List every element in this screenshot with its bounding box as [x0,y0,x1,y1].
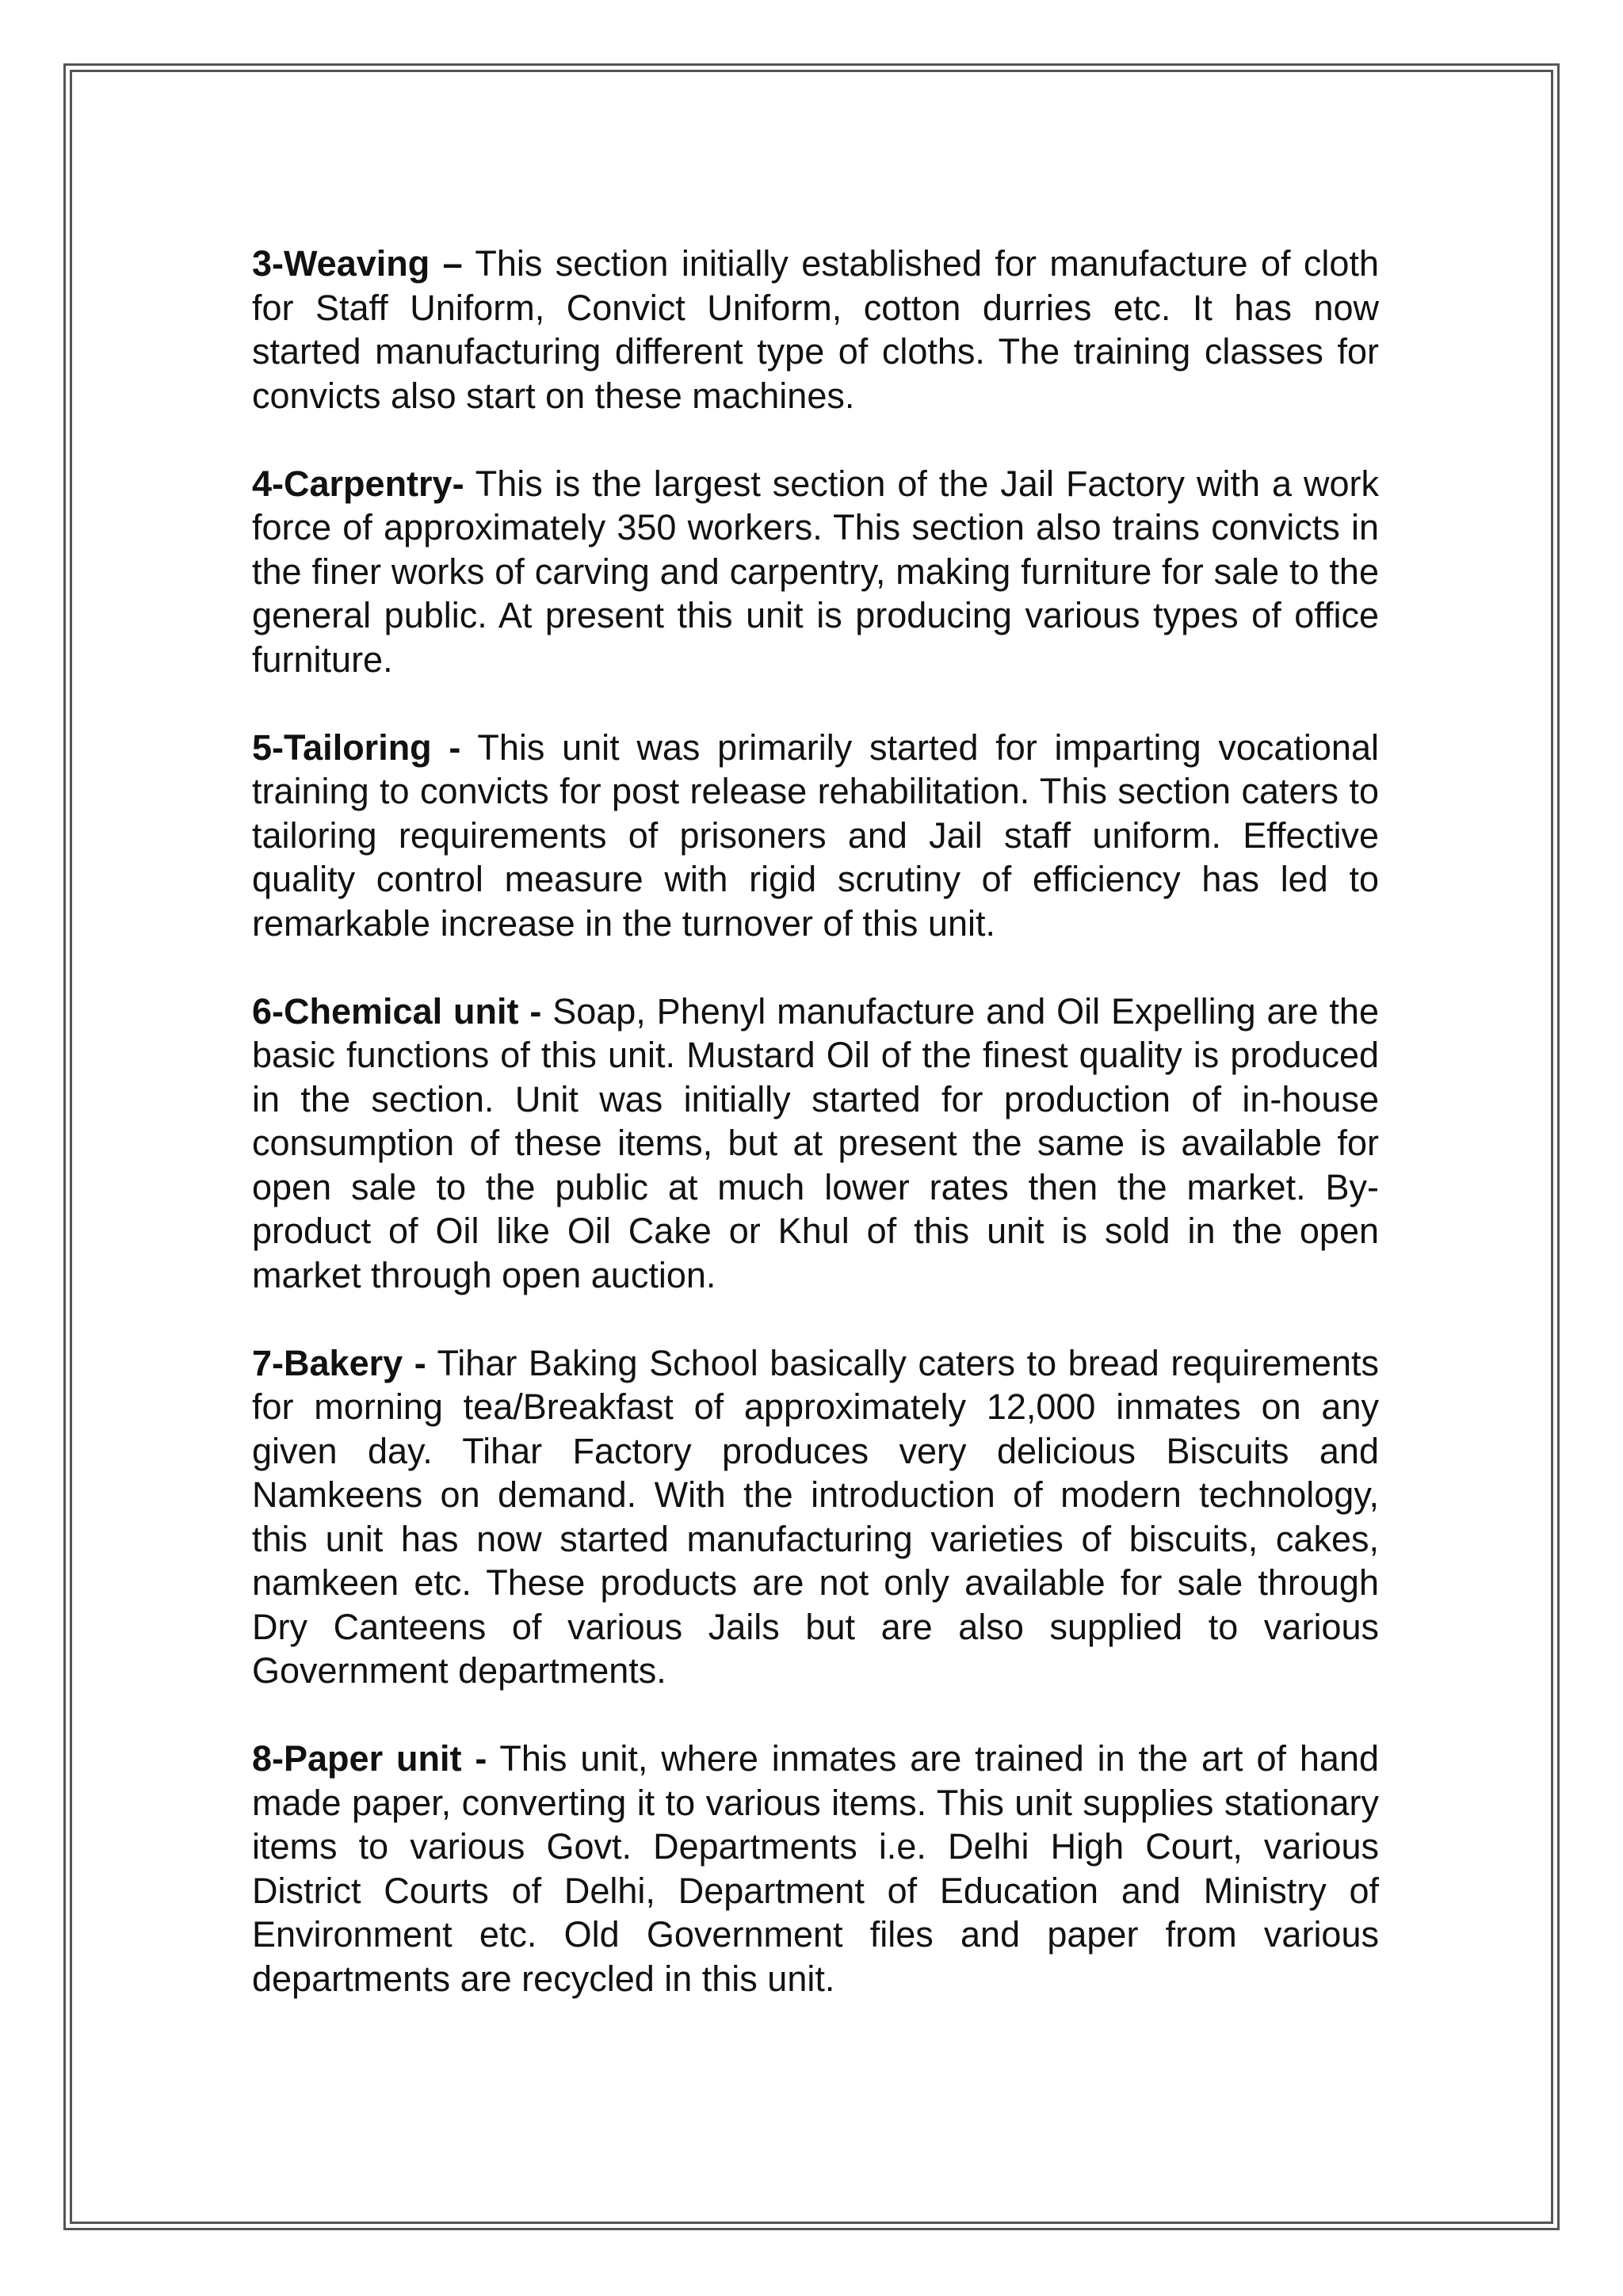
section-bakery [252,1341,1379,1693]
section-text: Tihar Baking School basically caters to bread requirements for morning tea/Breakfast of approximately 12,000 inmates on any given day. Tihar Factory produces very delicious Biscuits and Namkeens on demand. With the introduction of modern technology, this unit has now started manufacturing varieties of biscuits, cakes, namkeen etc. These products are not only available for sale through Dry Canteens of various Jails but are also supplied to various Government departments. [252,1342,1379,1691]
section-carpentry [252,462,1379,682]
section-text: This section initially established for manufacture of cloth for Staff Uniform, Convict Uniform, cotton durries etc. It has now started manufacturing different type of cloths. The training classes for convicts also start on these machines. [252,243,1379,416]
section-heading: 5-Tailoring - [252,727,461,768]
section-heading: 7-Bakery - [252,1342,426,1383]
document-body [252,242,1379,2045]
section-chemical-unit [252,990,1379,1298]
section-text: This is the largest section of the Jail Factory with a work force of approximately 350 workers. This section also trains convicts in the finer works of carving and carpentry, making furniture for sale to the general public. At present this unit is producing various types of office furniture. [252,463,1379,680]
section-heading: 6-Chemical unit - [252,990,542,1032]
section-text: This unit was primarily started for imparting vocational training to convicts for post release rehabilitation. This section caters to tailoring requirements of prisoners and Jail staff uniform. Effective quality control measure with rigid scrutiny of efficiency has led to remarkable increase in the turnover of this unit. [252,727,1379,944]
section-weaving [252,242,1379,418]
section-text: Soap, Phenyl manufacture and Oil Expelling are the basic functions of this unit. Mustard Oil of the finest quality is produced in the section. Unit was initially started for production of in-house consumption of these items, but at present the same is available for open sale to the public at much lower rates then the market. By-product of Oil like Oil Cake or Khul of this unit is sold in the open market through open auction. [252,990,1379,1295]
section-text: This unit, where inmates are trained in the art of hand made paper, converting it to various items. This unit supplies stationary items to various Govt. Departments i.e. Delhi High Court, various District Courts of Delhi, Department of Education and Ministry of Environment etc. Old Government files and paper from various departments are recycled in this unit. [252,1738,1379,1999]
section-heading: 4-Carpentry- [252,463,464,504]
section-paper-unit [252,1737,1379,2000]
section-heading: 3-Weaving – [252,243,463,284]
section-heading: 8-Paper unit - [252,1738,487,1779]
section-tailoring [252,726,1379,946]
